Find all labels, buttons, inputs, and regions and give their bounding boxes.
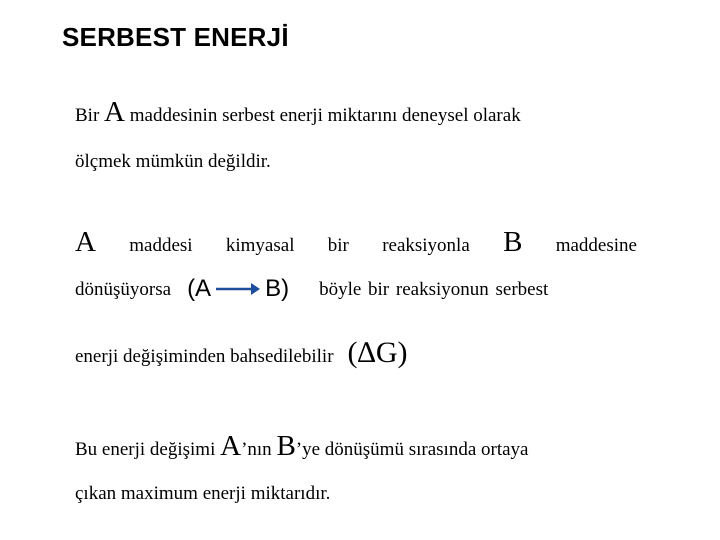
delta-g: (∆G) <box>347 336 408 369</box>
p3-post: ’ye dönüşümü sırasında ortaya <box>295 439 529 460</box>
paragraph-1-line-1 <box>75 98 521 127</box>
p3-letter-a: A <box>220 430 242 462</box>
p2-word: bir <box>327 235 349 256</box>
paragraph-3-line-2: çıkan maximum enerji miktarıdır. <box>75 483 331 504</box>
p1-post: maddesinin serbest enerji miktarını deneysel olarak <box>129 105 521 126</box>
paragraph-2-line-1 <box>75 228 637 257</box>
paragraph-2-line-2 <box>75 277 548 301</box>
reaction-left: (A <box>187 275 212 302</box>
paragraph-2-line-3 <box>75 338 408 368</box>
p2-word: maddesi <box>129 235 193 256</box>
p2-donusuyorsa: dönüşüyorsa <box>75 278 172 300</box>
p2-after-reaction: böyle bir reaksiyonun serbest <box>319 278 549 300</box>
p2-letter-a: A <box>75 226 96 258</box>
p2-word: reaksiyonla <box>382 235 470 256</box>
p3-pre: Bu enerji değişimi <box>75 439 216 460</box>
reaction-right: B) <box>265 275 290 302</box>
p2-word: kimyasal <box>225 235 295 256</box>
p1-letter-a: A <box>104 96 125 128</box>
p3-letter-b: B <box>276 430 296 462</box>
p2-letter-b: B <box>503 226 523 258</box>
p2-line3: enerji değişiminden bahsedilebilir <box>75 346 334 367</box>
p2-word: maddesine <box>555 235 637 256</box>
p3-nin: ’nın <box>241 439 272 460</box>
page-title: SERBEST ENERJİ <box>62 22 289 52</box>
reaction-arrow-icon <box>215 282 261 296</box>
paragraph-1-line-2: ölçmek mümkün değildir. <box>75 151 271 172</box>
paragraph-3-line-1 <box>75 432 528 461</box>
p1-pre: Bir <box>75 105 100 126</box>
reaction-equation <box>187 277 289 301</box>
